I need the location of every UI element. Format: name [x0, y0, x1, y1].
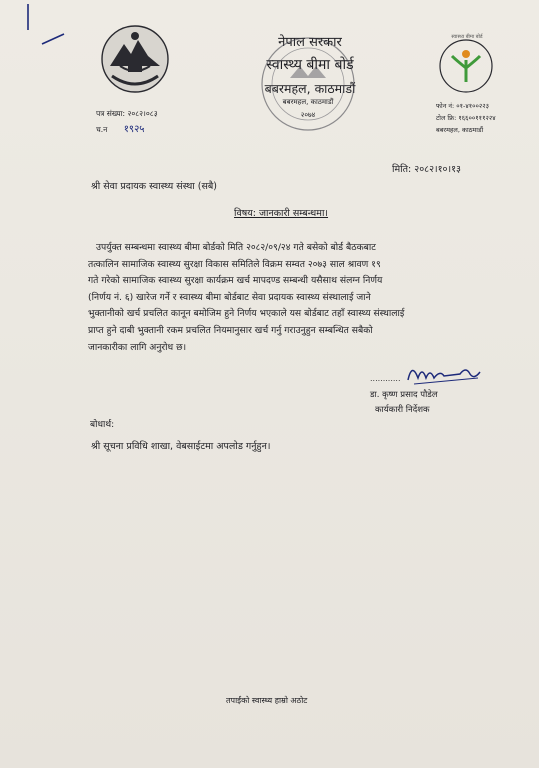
- body-line: जानकारीका लागि अनुरोध छ।: [88, 341, 187, 353]
- pen-mark: [0, 0, 90, 60]
- nepal-emblem-icon: [98, 22, 172, 96]
- body-line: उपर्युक्त सम्बन्धमा स्वास्थ्य बीमा बोर्डको मिति २०८२/०९/२४ गते बसेको बोर्ड बैठकबाट: [96, 242, 376, 253]
- stamp-bottom-text: बबरमहल, काठमाडौं: [282, 98, 334, 106]
- office-seal-stamp: [250, 26, 366, 138]
- tollfree-value: १६६००१११२२४: [458, 114, 496, 122]
- date-label: मिति:: [392, 164, 412, 175]
- body-line: भुक्तानीको खर्च प्रचलित कानून बमोजिम हुने निर्णय भएकाले यस बोर्डबाट तहाँ स्वास्थ्य संस्थालाई: [88, 308, 405, 320]
- signatory-name: डा. कृष्ण प्रसाद पौडेल: [370, 390, 438, 400]
- tollfree-row: [436, 113, 496, 123]
- patra-sankhya-row: [96, 107, 158, 121]
- phone-row: [436, 101, 489, 111]
- body-paragraph: [88, 240, 474, 356]
- logo-arc-text: स्वास्थ्य बीमा बोर्ड: [451, 34, 483, 40]
- health-insurance-board-logo-icon: [436, 36, 496, 96]
- recipient: श्री सेवा प्रदायक स्वास्थ्य संस्था (सबै): [91, 181, 218, 192]
- org-line-3: बबरमहल, काठमाडौं: [264, 81, 356, 96]
- subject-line: विषय: जानकारी सम्बन्धमा।: [234, 208, 329, 219]
- phone-label: फोन नं:: [436, 102, 455, 110]
- cc-line: श्री सूचना प्रविधि शाखा, वेबसाईटमा अपलोड गर्नुहुन।: [91, 441, 271, 452]
- chalani-label: च.न: [96, 125, 108, 134]
- chalani-row: [96, 123, 145, 137]
- phone-value: ०१-४१००२२३: [456, 102, 490, 110]
- address-text: बबरमहल, काठमाडौं: [436, 126, 484, 134]
- date-value: २०८२।१०।१३: [414, 164, 461, 175]
- body-line: तत्कालिन सामाजिक स्वास्थ्य सुरक्षा विकास समितिले विक्रम सम्वत २०७३ साल श्रावण १९: [88, 258, 381, 270]
- patra-sankhya-label: पत्र संख्या:: [96, 109, 126, 118]
- signature-dots: ............: [370, 374, 401, 383]
- footer-slogan: तपाईंको स्वास्थ्य हाम्रो अठोट: [226, 696, 308, 705]
- handwritten-signature: [404, 360, 484, 390]
- date-row: [392, 163, 461, 177]
- body-line: गते गरेको सामाजिक स्वास्थ्य सुरक्षा कार्यक्रम खर्च मापदण्ड सम्बन्धी यसैसाथ संलग्न निर्णय: [88, 275, 383, 287]
- signatory-title: कार्यकारी निर्देशक: [375, 405, 430, 415]
- org-line-1: नेपाल सरकार: [278, 35, 342, 50]
- tollfree-label: टोल फ्रि:: [436, 114, 457, 122]
- cc-label: बोधार्थ:: [90, 420, 115, 430]
- patra-sankhya-value: २०८२।०८३: [127, 109, 158, 118]
- body-line: (निर्णय नं. ६) खारेज गर्ने र स्वास्थ्य बीमा बोर्डबाट सेवा प्रदायक स्वास्थ्य संस्थालाई जाने: [88, 291, 371, 303]
- org-line-2: स्वास्थ्य बीमा बोर्ड: [266, 57, 354, 73]
- chalani-value: १९२५: [123, 124, 145, 135]
- stamp-year: २०७४: [300, 111, 316, 119]
- body-line: प्राप्त हुने दाबी भुक्तानी रकम प्रचलित नियमानुसार खर्च गर्नु गराउनुहुन सम्बन्धित सबैको: [88, 324, 373, 336]
